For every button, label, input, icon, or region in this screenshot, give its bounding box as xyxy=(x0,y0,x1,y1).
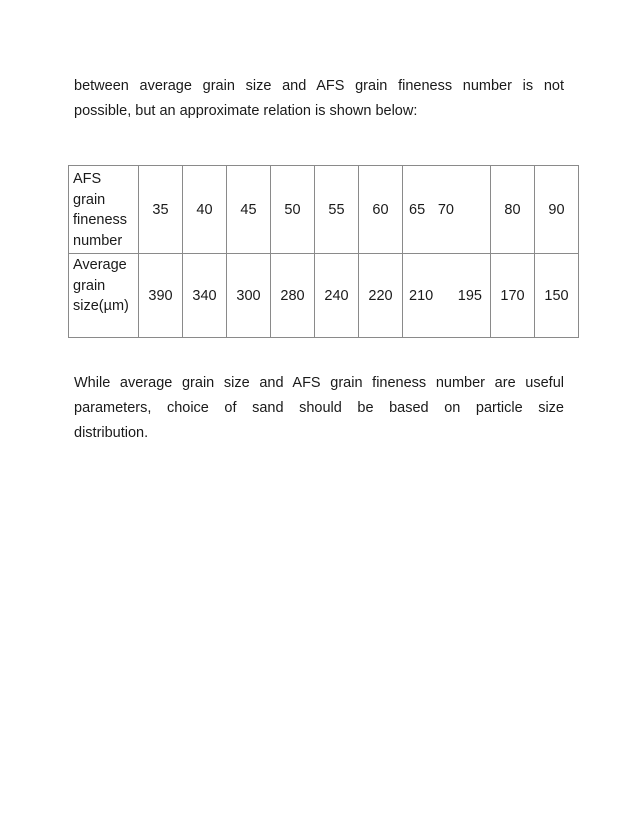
table-cell-value: 210 xyxy=(409,287,434,304)
table-cell: 45 xyxy=(227,166,271,254)
table-cell-value: 195 xyxy=(457,287,482,304)
table-cell: 280 xyxy=(271,254,315,338)
table-cell: 60 xyxy=(359,166,403,254)
intro-line-1: between average grain size and AFS grain fineness number is not xyxy=(74,78,564,94)
conclusion-line-1: While average grain size and AFS grain fineness number are useful xyxy=(74,375,564,391)
table-cell-merged xyxy=(403,254,491,338)
table-cell: 220 xyxy=(359,254,403,338)
header-text: grain xyxy=(73,191,106,208)
afs-row xyxy=(69,166,579,254)
header-text: size(µm) xyxy=(73,298,129,314)
intro-paragraph xyxy=(74,74,564,124)
header-text: AFS xyxy=(73,171,102,187)
table-cell: 170 xyxy=(491,254,535,338)
table-cell: 300 xyxy=(227,254,271,338)
grain-size-row xyxy=(69,254,579,338)
table-cell: 340 xyxy=(183,254,227,338)
afs-row-header xyxy=(69,166,139,254)
table-cell: 150 xyxy=(535,254,579,338)
conclusion-line-3: distribution. xyxy=(74,425,149,441)
table-cell-value: 65 xyxy=(409,201,426,218)
table-cell: 55 xyxy=(315,166,359,254)
table-cell-merged xyxy=(403,166,491,254)
table-cell: 40 xyxy=(183,166,227,254)
header-text: fineness xyxy=(73,212,128,228)
table-cell: 80 xyxy=(491,166,535,254)
table-cell: 35 xyxy=(139,166,183,254)
table-cell: 90 xyxy=(535,166,579,254)
header-text: grain xyxy=(73,277,106,294)
intro-line-2: possible, but an approximate relation is shown below: xyxy=(74,103,418,119)
header-text: number xyxy=(73,232,123,249)
table-cell: 50 xyxy=(271,166,315,254)
grain-size-row-header xyxy=(69,254,139,338)
header-text: Average xyxy=(73,257,127,273)
table-cell: 240 xyxy=(315,254,359,338)
conclusion-paragraph xyxy=(74,371,564,446)
table-cell: 390 xyxy=(139,254,183,338)
grain-size-table xyxy=(68,165,579,338)
table-cell-value: 70 xyxy=(437,201,454,218)
conclusion-line-2: parameters, choice of sand should be based on particle size xyxy=(74,400,564,416)
